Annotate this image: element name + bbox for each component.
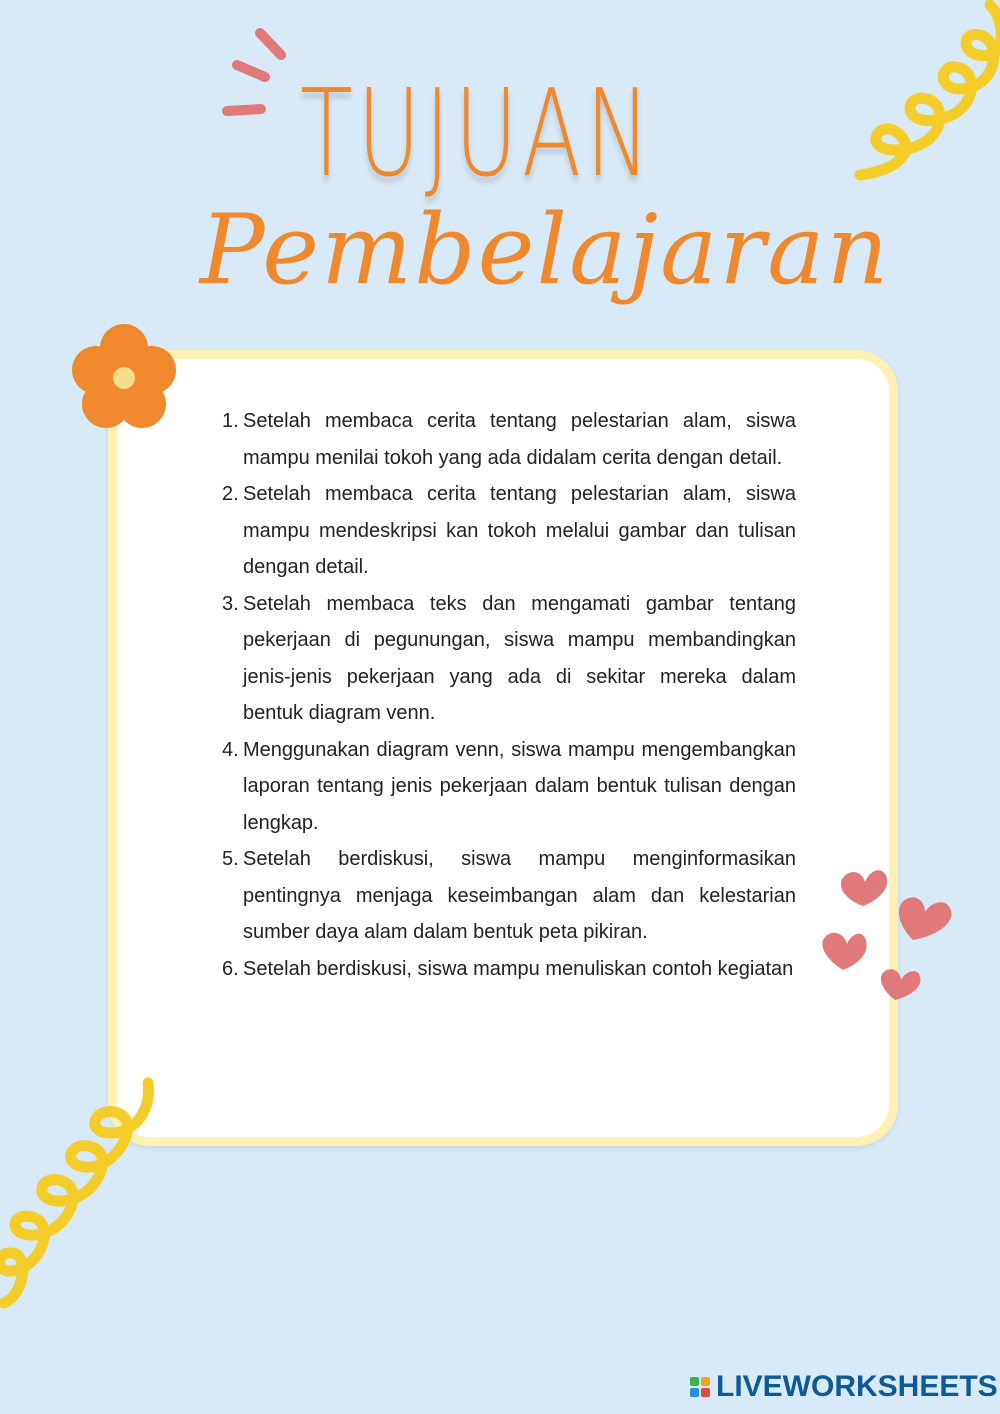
dash-accent-icon xyxy=(215,25,295,125)
hearts-icon xyxy=(815,862,960,1007)
item-text: Setelah berdiskusi, siswa mampu menginformasikan pentingnya menjaga keseimbangan alam dan kelestarian sumber daya alam dalam bentuk peta pikiran. xyxy=(243,848,796,943)
objectives-list xyxy=(222,403,796,987)
item-number: 1. xyxy=(222,410,239,432)
brand-text: LIVEWORKSHEETS xyxy=(716,1370,998,1403)
item-number: 6. xyxy=(222,957,239,980)
flower-icon xyxy=(68,322,180,432)
title-main: TUJUAN xyxy=(300,65,655,204)
item-text: Setelah membaca cerita tentang pelestarian alam, siswa mampu menilai tokoh yang ada didalam cerita dengan detail. xyxy=(243,410,796,469)
list-item xyxy=(222,403,796,476)
item-number: 3. xyxy=(222,592,239,615)
item-text: Setelah membaca cerita tentang pelestarian alam, siswa mampu mendeskripsi kan tokoh melalui gambar dan tulisan dengan detail. xyxy=(243,483,796,578)
list-item xyxy=(222,476,796,586)
item-number: 2. xyxy=(222,483,239,505)
liveworksheets-logo-icon xyxy=(690,1377,710,1397)
item-text: Setelah membaca teks dan mengamati gambar tentang pekerjaan di pegunungan, siswa mampu membandingkan jenis-jenis pekerjaan yang ada di sekitar mereka dalam bentuk diagram venn. xyxy=(243,592,796,724)
item-number: 4. xyxy=(222,738,239,761)
liveworksheets-brand xyxy=(690,1370,998,1404)
item-text: Menggunakan diagram venn, siswa mampu mengembangkan laporan tentang jenis pekerjaan dalam bentuk tulisan dengan lengkap. xyxy=(243,738,796,834)
item-number: 5. xyxy=(222,848,239,870)
spiral-ribbon-icon xyxy=(840,0,1000,190)
item-text: Setelah berdiskusi, siswa mampu menuliskan contoh kegiatan xyxy=(243,957,794,980)
spiral-ribbon-icon xyxy=(0,1075,170,1355)
list-item xyxy=(222,586,796,732)
list-item xyxy=(222,841,796,951)
title-script: Pembelajaran xyxy=(200,194,891,306)
list-item xyxy=(222,732,796,842)
list-item xyxy=(222,951,796,988)
